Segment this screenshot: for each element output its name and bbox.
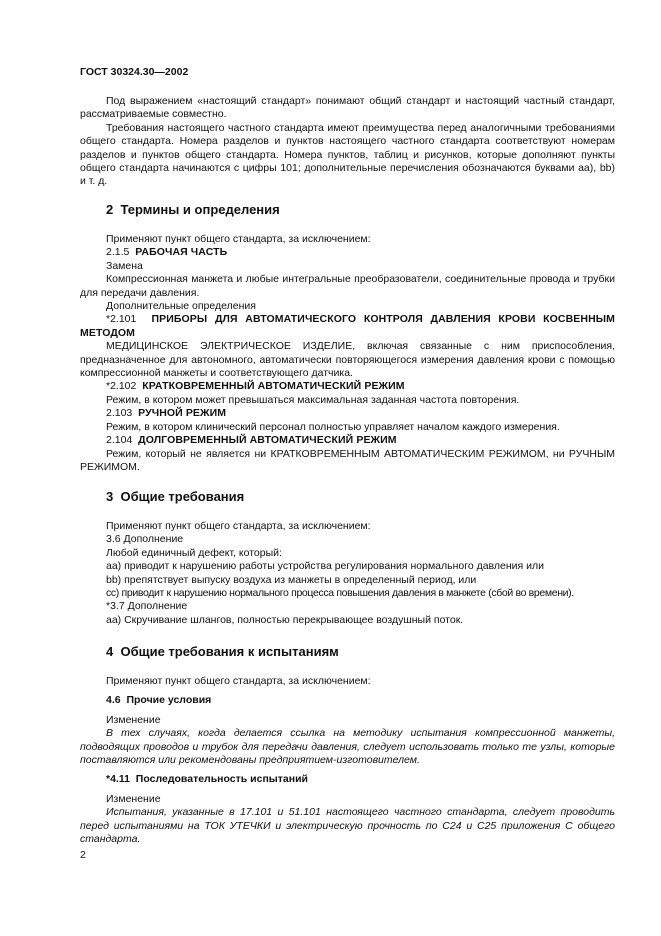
clause-number: *2.101 (106, 313, 137, 326)
defect-intro: Любой единичный дефект, который: (106, 546, 282, 559)
replace-label: Замена (106, 259, 143, 272)
section-title: Термины и определения (120, 202, 280, 217)
clause-2-102 (80, 380, 615, 393)
section-number: 4 (106, 644, 114, 659)
clause-3-7: *3.7 Дополнение (106, 600, 188, 613)
intro-paragraph-1: Под выражением «настоящий стандарт» понимают общий стандарт и настоящий частный стандарт, рассматриваемые совместно. (80, 95, 615, 121)
clause-4-6-text: В тех случаях, когда делается ссылка на методику испытания компрессионной манжеты, подводящих проводов и трубок для передачи давления, следует использовать только те узлы, которые поставляются или рекомендованы предприятием-изготовителем. (80, 727, 615, 767)
section-number: 3 (106, 489, 114, 504)
intro-block (80, 95, 615, 189)
clause-title: Прочие условия (126, 694, 212, 707)
clause-number: 4.6 (106, 694, 121, 707)
clause-title: Последовательность испытаний (135, 773, 308, 786)
clause-2-102-text: Режим, в котором может превышаться максимальная заданная частота повторения. (106, 393, 520, 406)
page-number: 2 (80, 849, 86, 861)
section-2-body (80, 233, 615, 474)
clause-term: ДОЛГОВРЕМЕННЫЙ АВТОМАТИЧЕСКИЙ РЕЖИМ (138, 434, 397, 447)
clause-term: ПРИБОРЫ ДЛЯ АВТОМАТИЧЕСКОГО КОНТРОЛЯ ДАВЛЕНИЯ КРОВИ КОСВЕННЫМ МЕТОДОМ (80, 313, 615, 339)
clause-term: РАБОЧАЯ ЧАСТЬ (135, 246, 228, 259)
list-item-aa: aa) приводит к нарушению работы устройства регулирования нормального давления или (106, 560, 544, 573)
clause-2-104-text: Режим, который не является ни КРАТКОВРЕМЕННЫМ АВТОМАТИЧЕСКИМ РЕЖИМОМ, ни РУЧНЫМ РЕЖИМОМ. (80, 447, 615, 473)
clause-number: *4.11 (106, 773, 130, 786)
clause-3-6: 3.6 Дополнение (106, 533, 184, 546)
section-title: Общие требования (120, 489, 245, 504)
clause-4-6-heading (80, 694, 615, 707)
clause-number: 2.103 (106, 407, 133, 420)
clause-term: РУЧНОЙ РЕЖИМ (138, 407, 227, 420)
section-title: Общие требования к испытаниям (120, 644, 339, 659)
clause-2-1-5-text: Компрессионная манжета и любые интегральные преобразователи, соединительные провода и трубки для передачи давления. (80, 273, 615, 299)
intro-paragraph-2: Требования настоящего частного стандарта имеют преимущества перед аналогичными требованиями общего стандарта. Номера разделов и пунктов настоящего частного стандарта соответствуют номерам разделов и пунктов общего стандарта. Номера пунктов, таблиц и рисунков, которые дополняют пункты общего стандарта начинаются с цифры 101; дополнительные перечисления обозначаются буквами аа), bb) и т. д. (80, 121, 615, 188)
apply-text: Применяют пункт общего стандарта, за исключением: (106, 233, 371, 245)
clause-term: КРАТКОВРЕМЕННЫЙ АВТОМАТИЧЕСКИЙ РЕЖИМ (142, 380, 405, 393)
clause-number: 2.1.5 (106, 246, 130, 259)
section-3-body (80, 520, 615, 627)
clause-2-103-text: Режим, в котором клинический персонал полностью управляет началом каждого измерения. (106, 420, 560, 433)
extra-defs-label: Дополнительные определения (106, 300, 256, 313)
clause-number: *2.102 (106, 380, 137, 393)
apply-text: Применяют пункт общего стандарта, за исключением: (106, 675, 371, 687)
clause-2-104 (80, 434, 615, 447)
section-number: 2 (106, 202, 114, 217)
clause-2-103 (80, 407, 615, 420)
clause-2-1-5 (80, 246, 615, 259)
clause-4-11-heading (80, 773, 615, 786)
list-item-bb: bb) препятствует выпуску воздуха из манжеты в определенный период, или (106, 573, 477, 586)
change-label: Изменение (106, 792, 161, 805)
change-label: Изменение (106, 713, 161, 726)
apply-text: Применяют пункт общего стандарта, за исключением: (106, 520, 371, 532)
section-2-heading (106, 203, 280, 216)
section-4-heading (106, 645, 339, 658)
section-3-heading (106, 490, 244, 503)
clause-2-101-text: МЕДИЦИНСКОЕ ЭЛЕКТРИЧЕСКОЕ ИЗДЕЛИЕ, включая связанные с ним приспособления, предназначенное для автономного, автоматически повторяющегося измерения давления крови с помощью компрессионной манжеты и соответствующего датчика. (80, 340, 615, 380)
list-item-cc: cc) приводит к нарушению нормального процесса повышения давления в манжете (сбой во времени). (106, 587, 574, 600)
document-header: ГОСТ 30324.30—2002 (80, 66, 189, 78)
list-item-aa-3-7: aa) Скручивание шлангов, полностью перекрывающее воздушный поток. (106, 613, 464, 626)
section-4-body (80, 675, 615, 846)
clause-2-101 (80, 313, 615, 340)
clause-number: 2.104 (106, 434, 133, 447)
clause-4-11-text: Испытания, указанные в 17.101 и 51.101 настоящего частного стандарта, следует проводить перед испытаниями на ТОК УТЕЧКИ и электрическую прочность по С24 и С25 приложения С общего стандарта. (80, 806, 615, 846)
